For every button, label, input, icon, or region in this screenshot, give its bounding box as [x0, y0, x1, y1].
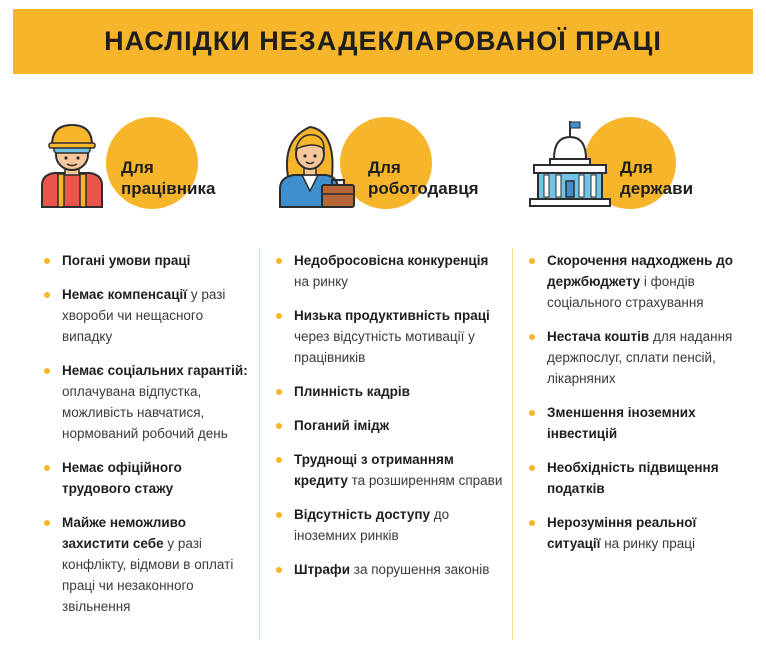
list-item-bold: Штрафи	[294, 562, 351, 577]
list-item-bold: Погані умови праці	[62, 253, 191, 268]
column-header-employer	[270, 105, 510, 225]
list-item-bold: Немає компенсації	[62, 287, 188, 302]
list-item-text: та розширенням справи	[347, 473, 503, 488]
list-item-bold: Нерозуміння реальної ситуації	[547, 515, 697, 551]
list-item-bold: Низька продуктивність праці	[294, 308, 490, 323]
column-divider	[259, 248, 260, 640]
list-item-text: і фондів соціального страхування	[547, 274, 704, 310]
list-item-text: через відсутність мотивації у працівників	[294, 329, 475, 365]
list-item-bold: Недобросовісна конкуренція	[294, 253, 489, 268]
list-item	[274, 415, 504, 436]
list-item-bold: Зменшення іноземних інвестицій	[547, 405, 696, 441]
list-item	[42, 284, 252, 347]
list-item-bold: Відсутність доступу	[294, 507, 431, 522]
list-item	[527, 402, 752, 444]
list-item-bold: Скорочення надходжень до держбюджету	[547, 253, 733, 289]
list-item	[274, 559, 504, 580]
list-item-bold: Плинність кадрів	[294, 384, 410, 399]
list-item-text: оплачувана відпустка, можливість навчатися, нормований робочий день	[62, 384, 228, 441]
column-divider	[512, 248, 513, 640]
list-item-text: у разі конфлікту, відмови в оплаті праці чи незаконного звільнення	[62, 536, 234, 614]
column-label-line2: роботодавця	[368, 179, 479, 198]
list-item	[42, 360, 252, 444]
list-item	[274, 250, 504, 292]
column-label-line1: Для	[121, 158, 154, 177]
list-item	[527, 250, 752, 313]
list-item	[274, 449, 504, 491]
list-item	[42, 512, 252, 617]
list-item-bold: Немає соціальних гарантій:	[62, 363, 248, 378]
list-item-bold: Майже неможливо захистити себе	[62, 515, 187, 551]
list-item-bold: Немає офіційного трудового стажу	[62, 460, 182, 496]
list-item-text: на ринку праці	[600, 536, 696, 551]
list-item	[527, 512, 752, 554]
list-item-bold: Поганий імідж	[294, 418, 390, 433]
worker-consequences-list	[42, 250, 252, 630]
column-label	[121, 157, 215, 199]
state-consequences-list	[527, 250, 752, 567]
list-item-text: за порушення законів	[350, 562, 490, 577]
list-item	[274, 504, 504, 546]
list-item	[42, 250, 252, 271]
column-label	[620, 157, 693, 199]
list-item	[42, 457, 252, 499]
list-item-bold: Труднощі з отриманням кредиту	[294, 452, 454, 488]
list-item	[274, 305, 504, 368]
column-label-line1: Для	[620, 158, 653, 177]
column-label-line1: Для	[368, 158, 401, 177]
column-label-line2: працівника	[121, 179, 216, 198]
list-item-bold: Нестача коштів	[547, 329, 650, 344]
column-header-state	[520, 105, 760, 225]
column-label-line2: держави	[620, 179, 694, 198]
title-banner	[13, 9, 753, 74]
list-item-text: на ринку	[294, 274, 349, 289]
employer-icon	[274, 119, 358, 209]
page-title: НАСЛІДКИ НЕЗАДЕКЛАРОВАНОЇ ПРАЦІ	[104, 26, 662, 56]
list-item	[527, 457, 752, 499]
list-item-text: для надання держпослуг, сплати пенсій, лікарняних	[547, 329, 733, 386]
list-item-bold: Необхідність підвищення податків	[547, 460, 719, 496]
column-header-worker	[28, 105, 268, 225]
employer-consequences-list	[274, 250, 504, 593]
government-building-icon	[526, 119, 616, 209]
list-item	[274, 381, 504, 402]
worker-icon	[32, 119, 112, 209]
column-label	[368, 157, 479, 199]
list-item	[527, 326, 752, 389]
list-item-text: у разі хвороби чи нещасного випадку	[62, 287, 226, 344]
list-item-text: до іноземних ринків	[294, 507, 450, 543]
